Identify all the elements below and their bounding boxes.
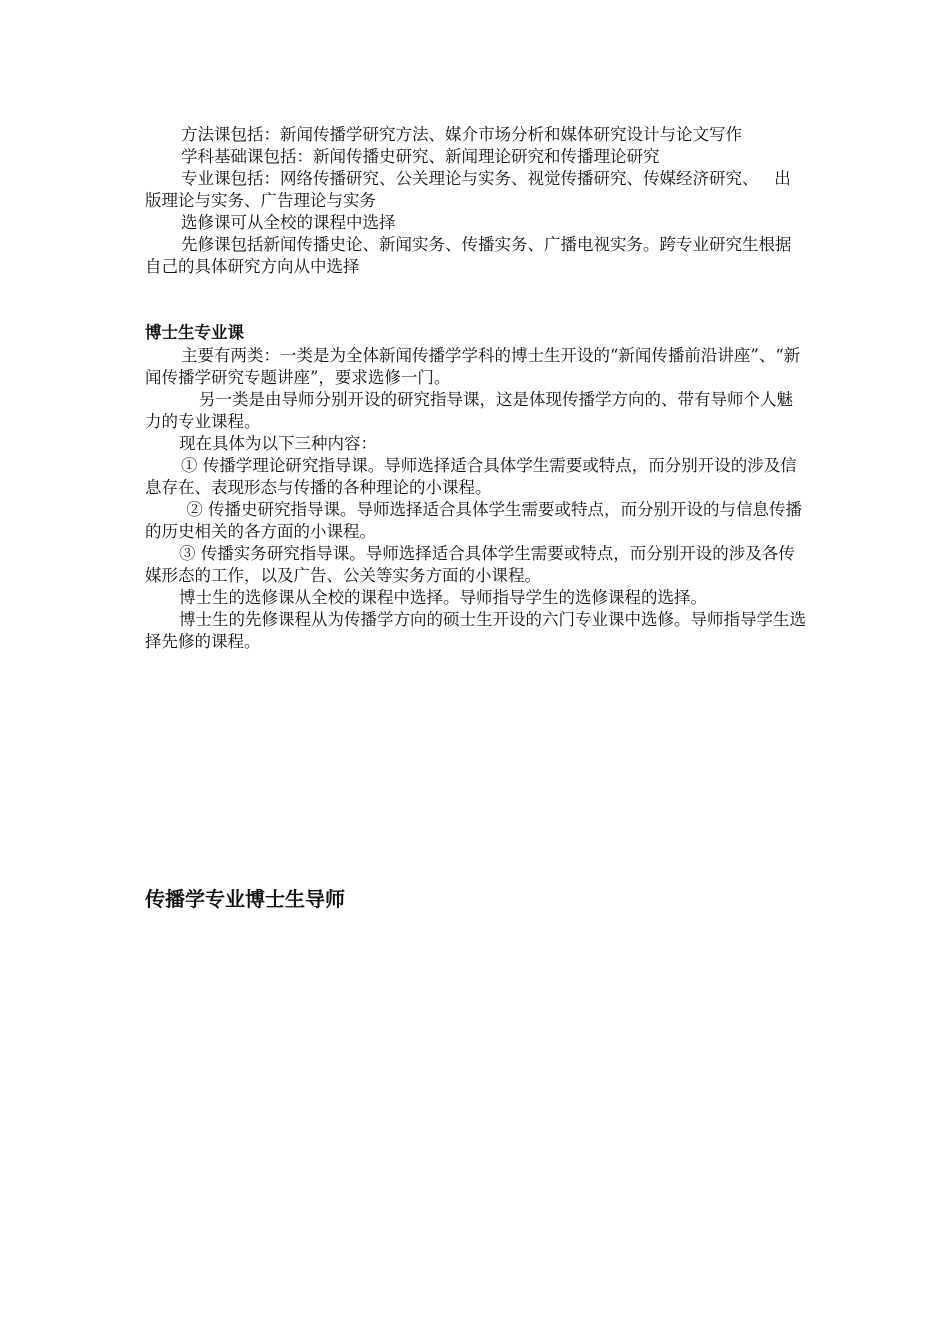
doctoral-course-heading: 博士生专业课 bbox=[145, 323, 244, 342]
doctoral-paragraph-5: 博士生的先修课程从为传播学方向的硕士生开设的六门专业课中选修。导师指导学生选择先修的课程。 bbox=[145, 610, 806, 651]
elective-course-paragraph: 选修课可从全校的课程中选择 bbox=[181, 213, 396, 232]
doctoral-list-item-3: ③ 传播实务研究指导课。导师选择适合具体学生需要或特点，而分别开设的涉及各传媒形态的工作，以及广告、公关等实务方面的小课程。 bbox=[145, 544, 795, 585]
doctoral-supervisors-heading: 传播学专业博士生导师 bbox=[145, 887, 345, 911]
masters-course-list bbox=[145, 124, 807, 278]
doctoral-paragraph-3: 现在具体为以下三种内容： bbox=[179, 434, 377, 453]
doctoral-list-item-2: ② 传播史研究指导课。导师选择适合具体学生需要或特点，而分别开设的与信息传播的历史相关的各方面的小课程。 bbox=[145, 500, 802, 541]
specialized-course-paragraph: 专业课包括：网络传播研究、公关理论与实务、视觉传播研究、传媒经济研究、 出版理论与实务、广告理论与实务 bbox=[145, 169, 791, 210]
doctoral-course-body bbox=[145, 345, 807, 653]
doctoral-paragraph-4: 博士生的选修课从全校的课程中选择。导师指导学生的选修课程的选择。 bbox=[179, 588, 707, 607]
foundation-course-paragraph: 学科基础课包括：新闻传播史研究、新闻理论研究和传播理论研究 bbox=[181, 147, 660, 166]
doctoral-paragraph-1: 主要有两类：一类是为全体新闻传播学学科的博士生开设的“新闻传播前沿讲座”、“新闻传播学研究专题讲座”，要求选修一门。 bbox=[145, 346, 801, 387]
doctoral-list-item-1: ① 传播学理论研究指导课。导师选择适合具体学生需要或特点，而分别开设的涉及信息存在、表现形态与传播的各种理论的小课程。 bbox=[145, 456, 797, 497]
doctoral-paragraph-2: 另一类是由导师分别开设的研究指导课，这是体现传播学方向的、带有导师个人魅力的专业课程。 bbox=[145, 390, 793, 431]
prerequisite-course-paragraph: 先修课包括新闻传播史论、新闻实务、传播实务、广播电视实务。跨专业研究生根据自己的具体研究方向从中选择 bbox=[145, 235, 792, 276]
methods-course-paragraph: 方法课包括：新闻传播学研究方法、媒介市场分析和媒体研究设计与论文写作 bbox=[181, 125, 742, 144]
